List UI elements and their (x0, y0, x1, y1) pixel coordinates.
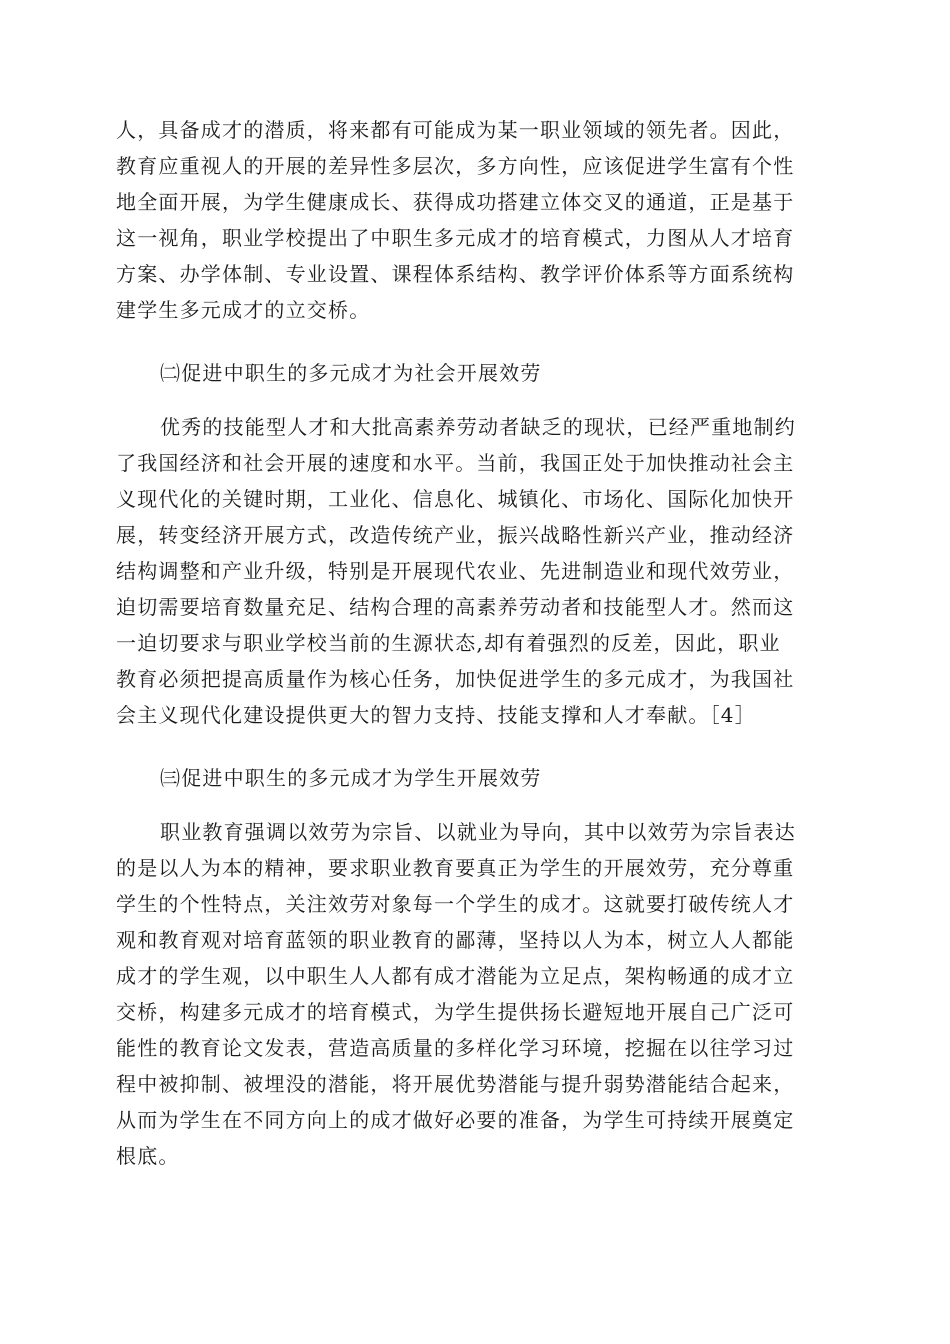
paragraph-line: 优秀的技能型人才和大批高素养劳动者缺乏的现状，已经严重地制约 (160, 415, 796, 439)
paragraph-line: 的是以人为本的精神，要求职业教育要真正为学生的开展效劳，充分尊重 (116, 856, 795, 880)
paragraph-line: 能性的教育论文发表，营造高质量的多样化学习环境，挖掘在以往学习过 (116, 1036, 795, 1060)
paragraph-line: 结构调整和产业升级，特别是开展现代农业、先进制造业和现代效劳业， (116, 559, 795, 583)
paragraph-line: 程中被抑制、被埋没的潜能，将开展优势潜能与提升弱势潜能结合起来， (116, 1072, 795, 1096)
paragraph-line: 人，具备成才的潜质，将来都有可能成为某一职业领域的领先者。因此， (116, 118, 795, 142)
paragraph-line: 方案、办学体制、专业设置、课程体系结构、教学评价体系等方面系统构 (116, 262, 795, 286)
paragraph-line: 观和教育观对培育蓝领的职业教育的鄙薄，坚持以人为本，树立人人都能 (116, 928, 795, 952)
paragraph-line: 一迫切要求与职业学校当前的生源状态,却有着强烈的反差，因此，职业 (116, 631, 781, 655)
paragraph-line: 地全面开展，为学生健康成长、获得成功搭建立体交叉的通道，正是基于 (116, 190, 795, 214)
paragraph-line: 根底。 (116, 1144, 180, 1168)
paragraph-1 (116, 112, 836, 328)
paragraph-line: 职业教育强调以效劳为宗旨、以就业为导向，其中以效劳为宗旨表达 (160, 820, 796, 844)
paragraph-line: 成才的学生观，以中职生人人都有成才潜能为立足点，架构畅通的成才立 (116, 964, 795, 988)
paragraph-line: 从而为学生在不同方向上的成才做好必要的准备，为学生可持续开展奠定 (116, 1108, 795, 1132)
paragraph-line: 这一视角，职业学校提出了中职生多元成才的培育模式，力图从人才培育 (116, 226, 795, 250)
paragraph-line: 建学生多元成才的立交桥。 (116, 298, 371, 322)
paragraph-line: 迫切需要培育数量充足、结构合理的高素养劳动者和技能型人才。然而这 (116, 595, 795, 619)
paragraph-2 (116, 409, 836, 733)
paragraph-line: 会主义现代化建设提供更大的智力支持、技能支撑和人才奉献。［4］ (116, 703, 756, 727)
paragraph-3 (116, 814, 836, 1174)
section-heading-3: ㈢促进中职生的多元成才为学生开展效劳 (160, 766, 542, 790)
paragraph-line: 教育必须把提高质量作为核心任务，加快促进学生的多元成才，为我国社 (116, 667, 795, 691)
paragraph-line: 交桥，构建多元成才的培育模式，为学生提供扬长避短地开展自己广泛可 (116, 1000, 795, 1024)
paragraph-line: 教育应重视人的开展的差异性多层次，多方向性，应该促进学生富有个性 (116, 154, 795, 178)
paragraph-line: 展，转变经济开展方式，改造传统产业，振兴战略性新兴产业，推动经济 (116, 523, 795, 547)
paragraph-line: 学生的个性特点，关注效劳对象每一个学生的成才。这就要打破传统人才 (116, 892, 795, 916)
paragraph-line: 了我国经济和社会开展的速度和水平。当前，我国正处于加快推动社会主 (116, 451, 795, 475)
section-heading-2: ㈡促进中职生的多元成才为社会开展效劳 (160, 361, 542, 385)
paragraph-line: 义现代化的关键时期，工业化、信息化、城镇化、市场化、国际化加快开 (116, 487, 795, 511)
